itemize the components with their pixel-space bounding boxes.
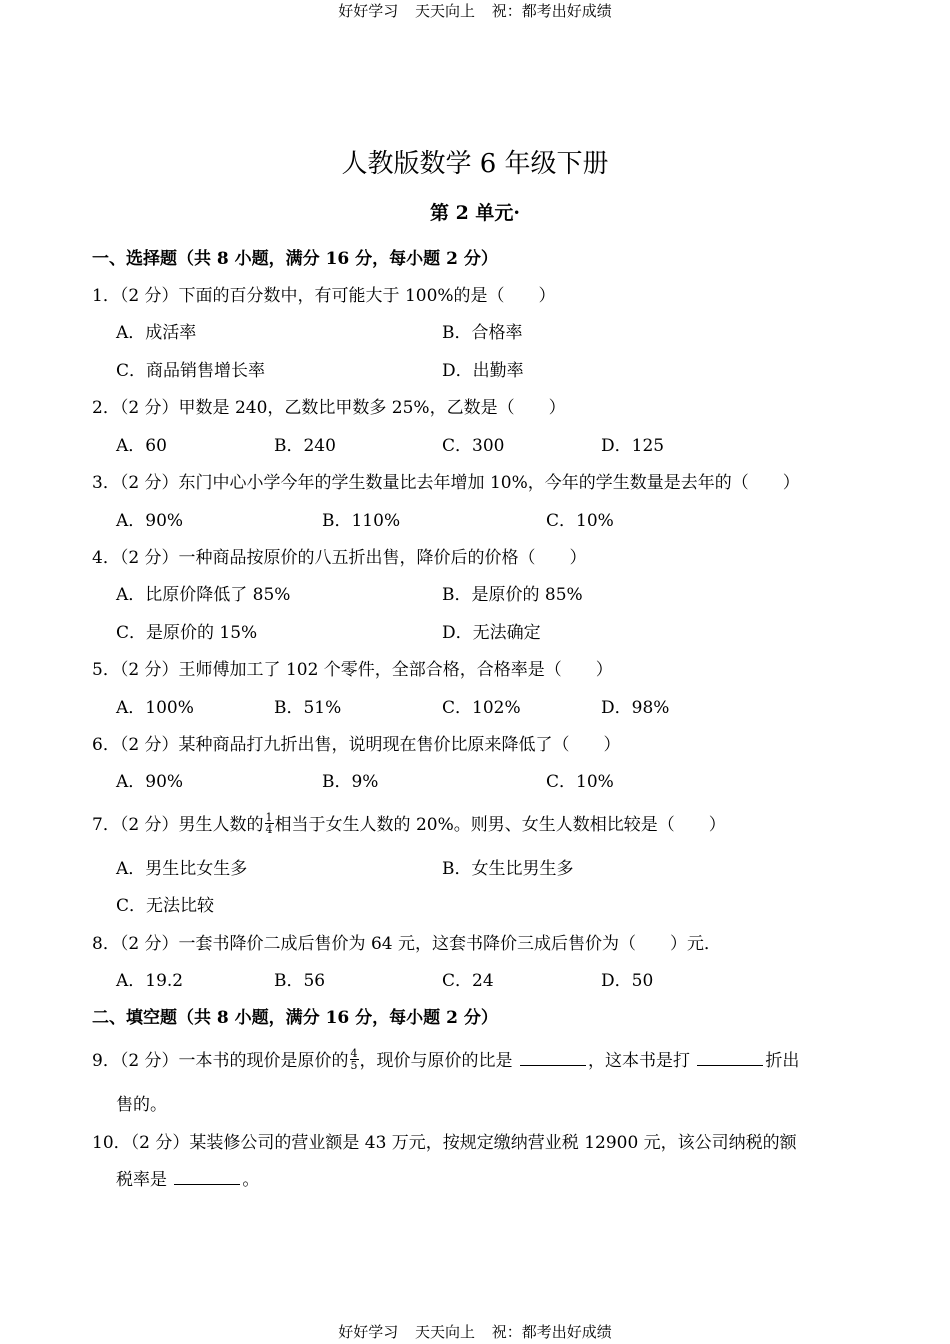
footer-left: 好好学习 xyxy=(338,1323,399,1341)
q5-option-b: B．51% xyxy=(274,698,342,718)
page-footer xyxy=(0,1321,950,1342)
q2-option-a: A．60 xyxy=(116,436,167,456)
q2-option-c: C．300 xyxy=(442,436,505,456)
q2-option-b: B．240 xyxy=(274,436,336,456)
q4-option-b: B．是原价的 85% xyxy=(442,585,583,605)
header-middle: 天天向上 xyxy=(414,2,475,20)
q4-option-a: A．比原价降低了 85% xyxy=(116,585,291,605)
fraction-numerator: 4 xyxy=(350,1047,358,1060)
q8-option-c: C．24 xyxy=(442,971,494,991)
footer-middle: 天天向上 xyxy=(414,1323,475,1341)
question-6: 6．（2 分）某种商品打九折出售，说明现在售价比原来降低了（ ） xyxy=(92,735,621,755)
question-10: 10．（2 分）某装修公司的营业额是 43 万元，按规定缴纳营业税 12900 元，该公司纳税的额 xyxy=(92,1133,797,1153)
q1-option-b: B．合格率 xyxy=(442,323,523,343)
q9-continuation: 售的。 xyxy=(116,1095,167,1115)
section-choice-heading: 一、选择题（共 8 小题，满分 16 分，每小题 2 分） xyxy=(92,249,498,269)
q1-option-c: C．商品销售增长率 xyxy=(116,361,266,381)
q1-option-a: A．成活率 xyxy=(116,323,197,343)
q3-option-a: A．90% xyxy=(116,511,184,531)
fraction-four-fifths xyxy=(350,1048,359,1071)
q4-option-d: D．无法确定 xyxy=(442,623,541,643)
header-right: 祝：都考出好成绩 xyxy=(491,2,612,20)
q8-option-b: B．56 xyxy=(274,971,326,991)
q9-text-after: 折出 xyxy=(765,1051,800,1071)
q7-text-after: 相当于女生人数的 20%。则男、女生人数相比较是（ ） xyxy=(274,815,726,835)
q5-option-a: A．100% xyxy=(116,698,194,718)
footer-right: 祝：都考出好成绩 xyxy=(491,1323,612,1341)
q4-option-c: C．是原价的 15% xyxy=(116,623,258,643)
fraction-numerator: 1 xyxy=(265,811,273,824)
fraction-denominator: 4 xyxy=(265,823,273,836)
question-1: 1．（2 分）下面的百分数中，有可能大于 100%的是（ ） xyxy=(92,286,556,306)
q9-text-before: 9．（2 分）一本书的现价是原价的 xyxy=(92,1051,349,1071)
question-5: 5．（2 分）王师傅加工了 102 个零件，全部合格，合格率是（ ） xyxy=(92,660,613,680)
q8-option-a: A．19.2 xyxy=(116,971,184,991)
unit-subtitle: 第 2 单元· xyxy=(429,202,521,224)
section-fill-heading: 二、填空题（共 8 小题，满分 16 分，每小题 2 分） xyxy=(92,1008,498,1028)
q8-option-d: D．50 xyxy=(601,971,654,991)
q6-option-b: B．9% xyxy=(322,772,379,792)
answer-blank[interactable] xyxy=(174,1170,240,1185)
q5-option-c: C．102% xyxy=(442,698,521,718)
q5-option-d: D．98% xyxy=(601,698,670,718)
q7-text-before: 7．（2 分）男生人数的 xyxy=(92,815,264,835)
fraction-denominator: 5 xyxy=(350,1059,358,1072)
q6-option-a: A．90% xyxy=(116,772,184,792)
question-3: 3．（2 分）东门中心小学今年的学生数量比去年增加 10%，今年的学生数量是去年的（ ） xyxy=(92,473,800,493)
q9-text-mid: ，现价与原价的比是 xyxy=(359,1051,518,1071)
q1-option-d: D．出勤率 xyxy=(442,361,524,381)
q10-continuation xyxy=(116,1165,259,1190)
q6-option-c: C．10% xyxy=(546,772,614,792)
question-8: 8．（2 分）一套书降价二成后售价为 64 元，这套书降价三成后售价为（ ）元． xyxy=(92,934,721,954)
page-header xyxy=(0,0,950,21)
q10-text-before: 税率是 xyxy=(116,1170,173,1190)
question-4: 4．（2 分）一种商品按原价的八五折出售，降价后的价格（ ） xyxy=(92,548,587,568)
q7-option-a: A．男生比女生多 xyxy=(116,859,248,879)
q10-text-after: 。 xyxy=(242,1170,260,1190)
answer-blank[interactable] xyxy=(697,1051,763,1066)
q3-option-b: B．110% xyxy=(322,511,401,531)
q3-option-c: C．10% xyxy=(546,511,614,531)
q9-text-mid2: ，这本书是打 xyxy=(587,1051,696,1071)
fraction-one-quarter xyxy=(265,812,274,835)
q7-option-b: B．女生比男生多 xyxy=(442,859,574,879)
q7-option-c: C．无法比较 xyxy=(116,896,215,916)
page-title: 人教版数学 6 年级下册 xyxy=(341,149,609,179)
question-7 xyxy=(92,810,726,837)
question-2: 2．（2 分）甲数是 240，乙数比甲数多 25%，乙数是（ ） xyxy=(92,398,566,418)
answer-blank[interactable] xyxy=(520,1051,586,1066)
header-left: 好好学习 xyxy=(338,2,399,20)
q2-option-d: D．125 xyxy=(601,436,665,456)
question-9 xyxy=(92,1046,799,1073)
